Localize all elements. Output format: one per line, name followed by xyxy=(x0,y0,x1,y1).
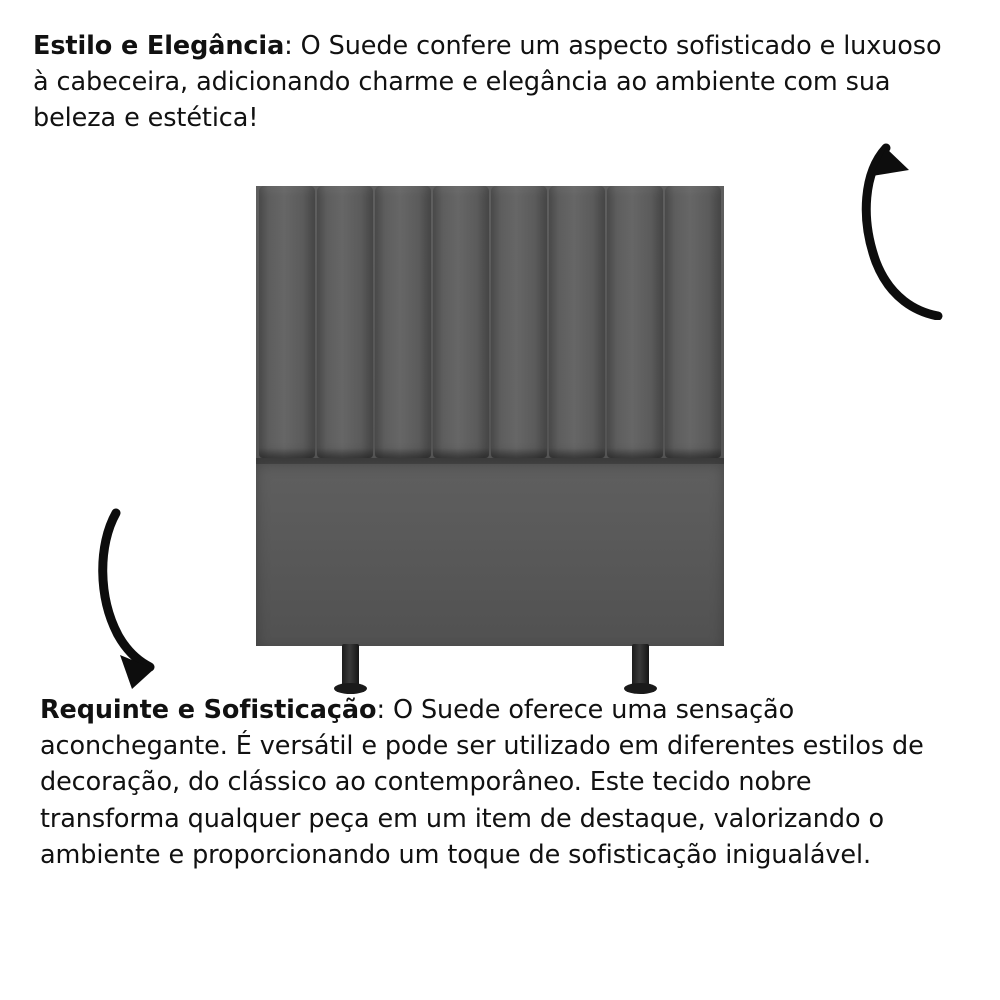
headboard-channels xyxy=(256,186,724,458)
headboard-channel xyxy=(491,186,547,458)
headboard-channel xyxy=(317,186,373,458)
headboard-leg-left xyxy=(342,644,359,688)
description-bottom xyxy=(40,692,945,873)
headboard xyxy=(256,186,724,646)
headboard-channel xyxy=(665,186,721,458)
product-image xyxy=(256,186,724,696)
headboard-leg-right xyxy=(632,644,649,688)
description-top-body: : O Suede confere um aspecto sofisticado e luxuoso à cabeceira, adicionando charme e elegância ao ambiente com sua beleza e estética! xyxy=(33,31,942,134)
headboard-channel xyxy=(259,186,315,458)
headboard-channel xyxy=(607,186,663,458)
description-top xyxy=(33,28,963,137)
curved-arrow-up-icon xyxy=(846,130,976,320)
headboard-lower-panel xyxy=(256,458,724,646)
description-top-lead: Estilo e Elegância xyxy=(33,31,285,61)
curved-arrow-down-icon xyxy=(92,505,212,690)
description-bottom-lead: Requinte e Sofisticação xyxy=(40,695,377,725)
headboard-channel xyxy=(433,186,489,458)
headboard-channel xyxy=(375,186,431,458)
description-bottom-body: : O Suede oferece uma sensação aconchegante. É versátil e pode ser utilizado em diferentes estilos de decoração, do clássico ao contemporâneo. Este tecido nobre transforma qualquer peça em um item de destaque, valorizando o ambiente e proporcionando um toque de sofisticação inigualável. xyxy=(40,695,924,870)
headboard-channel xyxy=(549,186,605,458)
